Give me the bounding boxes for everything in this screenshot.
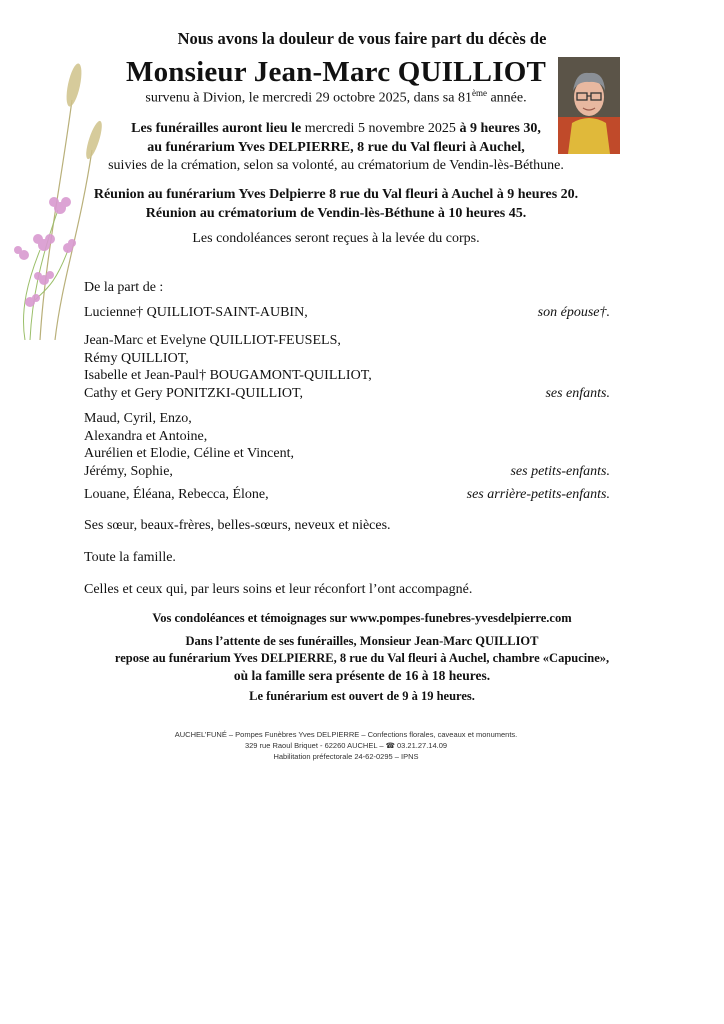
death-details (0, 88, 672, 107)
death-details-end: année. (486, 90, 527, 106)
attente-line-1: Dans l’attente de ses funérailles, Monsieur Jean-Marc QUILLIOT (185, 634, 539, 648)
footer-habilitation: Habilitation préfectorale 24-62-0295 – IPNS (273, 752, 419, 761)
funeral-time: à 9 heures 30, (459, 121, 541, 136)
funeral-intro: Les funérailles auront lieu le (131, 121, 302, 136)
deceased-name: Monsieur Jean-Marc QUILLIOT (126, 56, 546, 88)
footer-phone: 03.21.27.14.09 (394, 741, 448, 750)
spouse-name: Lucienne† QUILLIOT-SAINT-AUBIN, (84, 305, 308, 320)
ordinal-suffix: ème (471, 88, 487, 98)
great-grandchildren-relation: ses arrière-petits-enfants. (466, 487, 610, 502)
grandchild-name: Alexandra et Antoine, (84, 428, 208, 444)
website-line: Vos condoléances et témoignages sur www.pompes-funebres-yvesdelpierre.com (152, 611, 572, 625)
reunion-funerarium: Réunion au funérarium Yves Delpierre 8 rue du Val fleuri à Auchel à 9 heures 20. (93, 187, 579, 202)
attente-details (0, 633, 724, 684)
announcement-intro: Nous avons la douleur de vous faire part du décès de (177, 29, 547, 48)
child-name: Isabelle et Jean-Paul† BOUGAMONT-QUILLIOT, (84, 368, 372, 383)
reunions (0, 186, 672, 223)
condolences-note: Les condoléances seront reçues à la levée du corps. (192, 231, 480, 246)
children-relation: ses enfants. (545, 385, 610, 401)
footer-address (0, 740, 692, 751)
spouse-relation: son épouse†. (537, 305, 610, 320)
footer-company: AUCHEL’FUNÉ – Pompes Funèbres Yves DELPIERRE – Confections florales, caveaux et monuments. (174, 730, 518, 739)
phone-icon: ☎ (385, 741, 395, 750)
great-grandchildren-names: Louane, Éléana, Rebecca, Élone, (84, 487, 269, 502)
child-name: Rémy QUILLIOT, (84, 350, 189, 366)
family-all: Toute la famille. (84, 550, 176, 565)
opening-hours: Le funérarium est ouvert de 9 à 19 heures. (249, 689, 475, 703)
family-spouse (84, 304, 610, 322)
child-name: Jean-Marc et Evelyne QUILLIOT-FEUSELS, (84, 333, 341, 348)
grandchildren-relation: ses petits-enfants. (510, 463, 610, 479)
family-intro: De la part de : (84, 280, 164, 295)
funeral-details (0, 120, 672, 176)
family-great-grandchildren (84, 486, 610, 504)
grandchild-name: Jérémy, Sophie, (84, 463, 173, 479)
reunion-crematorium: Réunion au crématorium de Vendin-lès-Béthune à 10 heures 45. (145, 205, 527, 221)
family-children (84, 332, 610, 402)
footer (0, 729, 692, 762)
funeral-line-2: au funérarium Yves DELPIERRE, 8 rue du Val fleuri à Auchel, (147, 139, 525, 155)
family-grandchildren (84, 410, 610, 480)
funeral-date: mercredi 5 novembre 2025 (301, 121, 460, 136)
grandchild-name: Aurélien et Elodie, Céline et Vincent, (84, 446, 294, 461)
attente-line-3: où la famille sera présente de 16 à 18 heures. (233, 668, 491, 683)
footer-address-text: 329 rue Raoul Briquet - 62260 AUCHEL – (244, 741, 386, 750)
funeral-line-3: suivies de la crémation, selon sa volonté, au crématorium de Vendin-lès-Béthune. (108, 158, 564, 173)
attente-line-2: repose au funérarium Yves DELPIERRE, 8 rue du Val fleuri à Auchel, chambre «Capucine», (114, 651, 610, 665)
family-others: Ses sœur, beaux-frères, belles-sœurs, neveux et nièces. (84, 518, 391, 533)
death-details-text: survenu à Divion, le mercredi 29 octobre 2025, dans sa 81 (145, 90, 472, 106)
child-name: Cathy et Gery PONITZKI-QUILLIOT, (84, 385, 304, 401)
grandchild-name: Maud, Cyril, Enzo, (84, 411, 192, 426)
funeral-line-1 (0, 120, 672, 139)
thanks-line: Celles et ceux qui, par leurs soins et leur réconfort l’ont accompagné. (84, 582, 473, 597)
